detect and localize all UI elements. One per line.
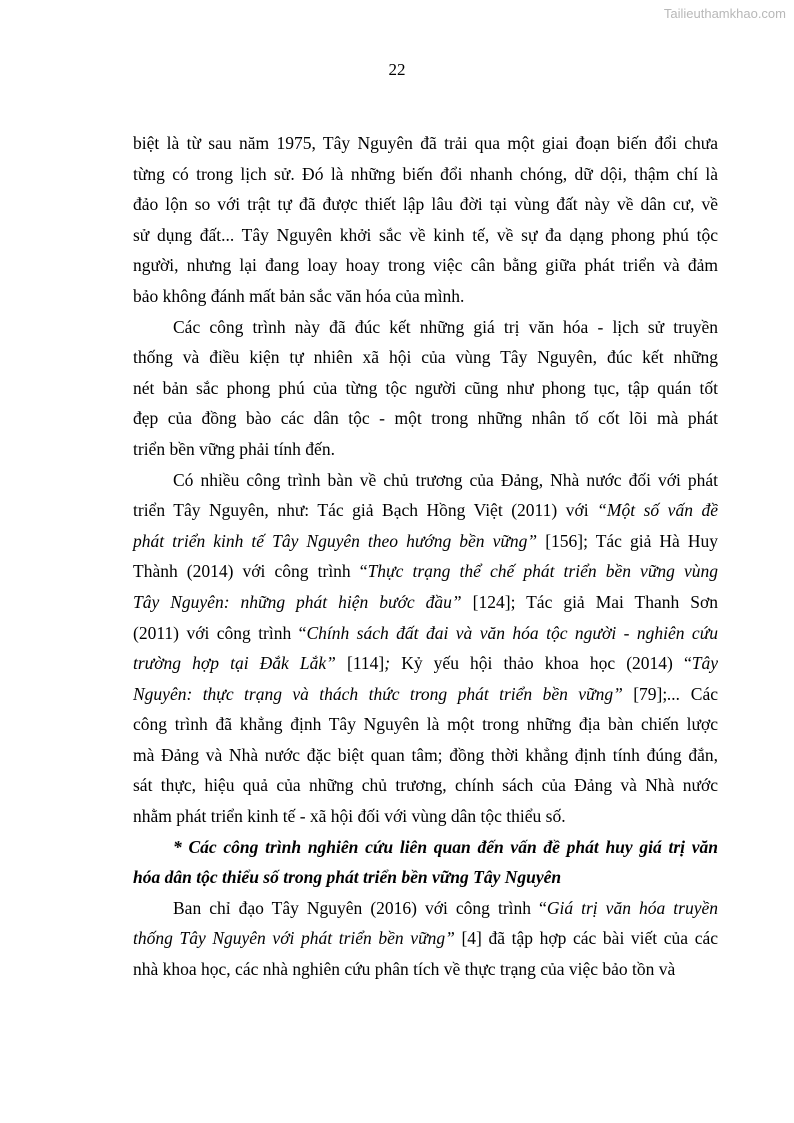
italic-text-segment: Tây [691,653,718,674]
text-line [133,648,718,679]
section-heading-line [133,862,718,893]
text-segment: mà Đảng và Nhà nước đặc biệt quan tâm; đồng thời khẳng định tính đúng đắn, [133,744,718,765]
italic-text-segment: Thực trạng thể chế phát triển bền vững vùng [367,561,718,582]
text-line [133,403,718,434]
text-segment: sát thực, hiệu quả của những chủ trương, chính sách của Đảng và Nhà nước [133,775,718,796]
text-segment: nhằm phát triển kinh tế - xã hội đối với vùng dân tộc thiểu số. [133,806,566,827]
text-line [133,740,718,771]
text-segment: bảo không đánh mất bản sắc văn hóa của mình. [133,285,465,306]
text-line [133,159,718,190]
italic-text-segment: Nguyên: thực trạng và thách thức trong phát triển bền vững” [133,683,623,704]
text-line [133,342,718,373]
text-segment: [114] [335,653,385,674]
text-line [133,526,718,557]
text-line [133,893,718,924]
text-line [133,556,718,587]
italic-text-segment: phát triển kinh tế Tây Nguyên theo hướng bền vững” [133,530,538,551]
text-line [133,312,718,343]
text-line [133,373,718,404]
text-segment: người, nhưng lại đang loay hoay trong việc cân bằng giữa phát triển và đảm [133,255,718,276]
text-segment: [124]; Tác giả Mai Thanh Sơn [461,591,718,612]
text-line [133,801,718,832]
body-text [133,128,718,985]
text-segment: Ban chỉ đạo Tây Nguyên (2016) với công trình “ [173,897,547,918]
text-line [133,709,718,740]
text-segment: nhà khoa học, các nhà nghiên cứu phân tích về thực trạng của việc bảo tồn và [133,959,676,980]
text-segment: từng có trong lịch sử. Đó là những biến đổi nhanh chóng, dữ dội, thậm chí là [133,163,718,184]
text-line [133,189,718,220]
text-segment: Thành (2014) với công trình “ [133,561,368,582]
text-segment: triển Tây Nguyên, như: Tác giả Bạch Hồng Việt (2011) với [133,500,598,521]
text-segment: Kỷ yếu hội thảo khoa học (2014) “ [390,653,692,674]
italic-text-segment: Chính sách đất đai và văn hóa tộc người - nghiên cứu [306,622,718,643]
text-line [133,434,718,465]
watermark: Tailieuthamkhao.com [663,6,786,21]
text-segment: nét bản sắc phong phú của từng tộc người cũng như phong tục, tập quán tốt [133,377,718,398]
text-segment: công trình đã khẳng định Tây Nguyên là một trong những địa bàn chiến lược [133,714,718,735]
italic-text-segment: * Các công trình nghiên cứu liên quan đến vấn đề phát huy giá trị văn [173,836,718,857]
text-line [133,128,718,159]
text-line [133,587,718,618]
text-segment: sử dụng đất... Tây Nguyên khởi sắc về kinh tế, về sự đa dạng phong phú tộc [133,224,718,245]
text-segment: (2011) với công trình “ [133,622,307,643]
text-segment: [4] đã tập hợp các bài viết của các [454,928,718,949]
section-heading-line [133,832,718,863]
text-segment: triển bền vững phải tính đến. [133,438,335,459]
page-number: 22 [388,60,406,79]
text-segment: [156]; Tác giả Hà Huy [537,530,718,551]
text-line [133,495,718,526]
text-line [133,770,718,801]
text-segment: [79]; [622,683,668,704]
italic-text-segment: ... [667,683,681,704]
text-segment: Các [680,683,718,704]
text-segment: đảo lộn so với trật tự đã được thiết lập lâu đời tại vùng đất này về dân cư, về [133,194,718,215]
italic-text-segment: ; [384,653,391,674]
text-segment: đẹp của đồng bào các dân tộc - một trong những nhân tố cốt lõi mà phát [133,408,718,429]
text-segment: Các công trình này đã đúc kết những giá trị văn hóa - lịch sử truyền [173,316,718,337]
italic-text-segment: hóa dân tộc thiểu số trong phát triển bền vững Tây Nguyên [133,867,562,888]
text-line [133,250,718,281]
text-segment: biệt là từ sau năm 1975, Tây Nguyên đã trải qua một giai đoạn biến đổi chưa [133,133,718,153]
text-line [133,923,718,954]
italic-text-segment: Tây Nguyên: những phát hiện bước đầu” [133,591,462,612]
text-segment: thống và điều kiện tự nhiên xã hội của vùng Tây Nguyên, đúc kết những [133,347,718,368]
italic-text-segment: “Một số vấn đề [597,500,718,521]
text-line [133,618,718,649]
text-segment: Có nhiều công trình bàn về chủ trương của Đảng, Nhà nước đối với phát [173,469,718,490]
text-line [133,220,718,251]
text-line [133,465,718,496]
italic-text-segment: Giá trị văn hóa truyền [546,897,718,918]
italic-text-segment: trường hợp tại Đắk Lắk” [133,653,336,674]
text-line [133,954,718,985]
text-line [133,679,718,710]
text-line [133,281,718,312]
italic-text-segment: thống Tây Nguyên với phát triển bền vững” [133,928,455,949]
